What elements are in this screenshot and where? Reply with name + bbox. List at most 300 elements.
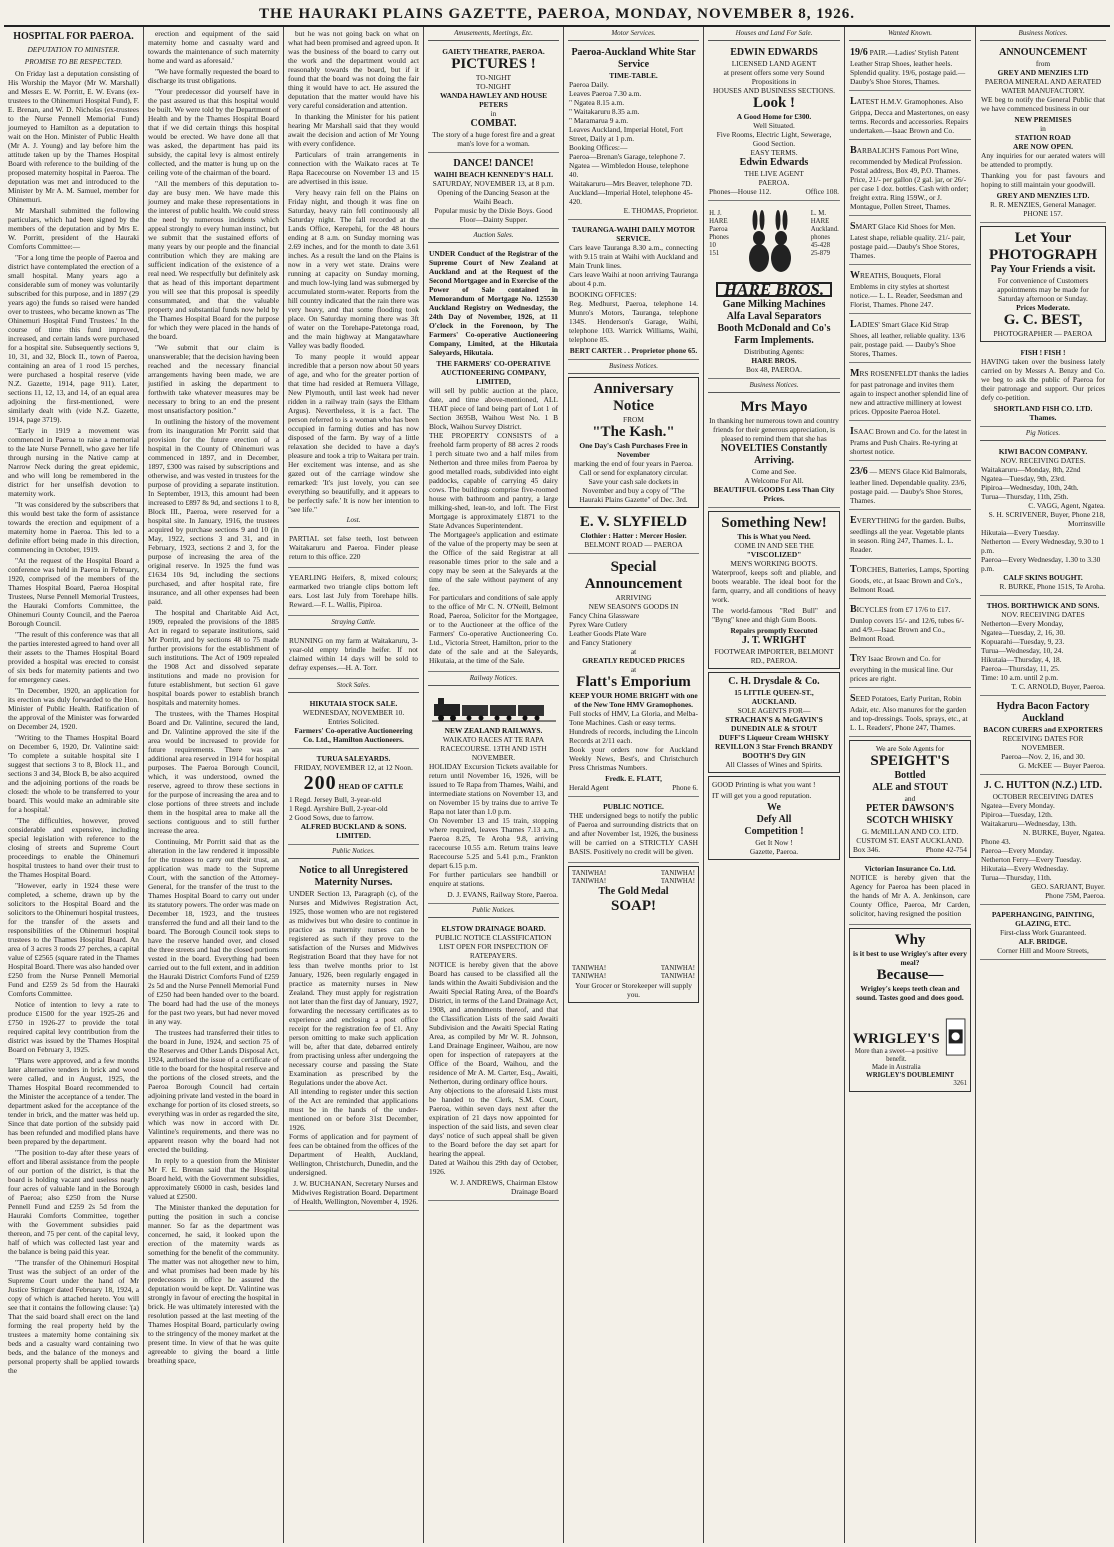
- ad-product: ALE and STOUT: [872, 782, 948, 793]
- paragraph: "The difficulties, however, proved considerable and expensive, including special legislation with reference to the closing of streets and Supreme Court proceedings to enable the Ohinemuri hospital trustees to hand over their trust to the Thames Hospital Board.: [8, 816, 139, 879]
- paragraph: The Minister thanked the deputation for putting the position in such a concise manner. So far as the department was concerned, he said, it looked upon the erection of the maternity wards as something for the benefit of the community. The matter was not altogether new to him, and what promises had been made by his predecessors in office he assured the deputation would be kept. Dr. Valintine was strongly in favour of erecting the hospital in brick. He was ultimately interested with the resolution passed at the last meeting of the Thames Hospital Board, particularly owing to the stringency of the money market at the present time. In view of that he was quite agreeable to giving the board a little breathing space,: [148, 1203, 279, 1365]
- ad-drysdale: [708, 672, 840, 773]
- ad-cash-basis: [568, 799, 699, 863]
- ad-contact: L. M. HARE Auckland. phones 45-428 25-879: [810, 210, 839, 257]
- ad-subtitle: PUBLIC NOTICE CLASSIFICATION LIST OPEN FOR INSPECTION OF RATEPAYERS.: [435, 933, 552, 960]
- ad-phone: Phones—House 112.: [709, 187, 772, 196]
- section-heading-stock: Stock Sales.: [288, 681, 419, 693]
- ad-text: Paeroa—Nov. 2, 16, and 30.: [1001, 752, 1085, 761]
- section-heading-business: Business Notices.: [568, 362, 699, 374]
- ad-headline: Let Your: [1014, 230, 1072, 246]
- ad-gaiety-theatre: [428, 44, 559, 153]
- classified-item: [849, 365, 971, 421]
- ad-text: Save your cash sale dockets in November and buy a copy of "The Hauraki Plains Gazette" of Dec. 3rd.: [579, 477, 688, 504]
- ad-lost-heifers: [288, 570, 419, 616]
- paragraph: "Your predecessor did yourself have in the past assured us that this hospital would be built. We were told by the Department of Health and by the Thames Hospital Board that if we did certain things this hospital would be erected. We have done all that was asked, the department has paid its subsidy, the capital levy is almost entirely collected, and the matter is hung up on the ceiling vote of the chairman of the board.: [148, 87, 279, 177]
- classified-lead: L: [850, 96, 857, 107]
- ad-headline: DANCE! DANCE!: [453, 158, 534, 169]
- ad-headline: Special Announcement: [584, 559, 683, 592]
- ad-text: In thanking her numerous town and country friends for their generous appreciation, is pleased to remind them that she has: [709, 416, 839, 443]
- ad-text: Opening of the Dancing Season at the Waihi Beach.: [437, 188, 550, 206]
- hare-icon: [739, 210, 801, 276]
- section-heading-wanted: Wanted Known.: [849, 29, 971, 41]
- ad-hutton: [980, 777, 1106, 905]
- column-7: [845, 27, 976, 1543]
- ad-product: BOOTH'S Dry GIN: [742, 751, 806, 760]
- ad-paperhanging: [980, 907, 1106, 960]
- ad-text: NOTICE is hereby given that the Agency for Paeroa has been placed in the hands of Mr A. A. Jenkinson, care County Office, Paeroa, Mr Carden, solicitor, having resigned the position: [850, 873, 970, 918]
- ad-title: TURUA SALEYARDS.: [316, 754, 391, 763]
- ad-box: Box 346.: [853, 845, 881, 854]
- paragraph: In outlining the history of the movement from its inauguration Mr Porritt said that provision for the future erection of a hospital in the County of Ohinemuri was commenced in 1897, and in December, 1897, £300 was raised by subscriptions and otherwise, and was vested in trustees for the purpose of providing a separate institution. In September, 1913, this amount had been increased to £897 8s 9d, and sections 1 to 8, Block III., Paeroa, were reserved for a hospital site. In January, 1916, the trustees acquired by purchase sections 9 and 10 (in May, 1922, sections 3 and 31, and in February, 1923, sections 2 and 3, for the purpose of increasing the area of the original reserve. In 1925 the fund was £1634 10s 9d, including the sections purchased, and after hospital rate, fire insurance, and all other expenses had been paid.: [148, 417, 279, 606]
- ad-text: First-class Work Guaranteed.: [999, 928, 1087, 937]
- paragraph: "At the request of the Hospital Board a conference was held in Paeroa in February, 1920, comprised of the members of the Thames Hospital Board, Paeroa Hospital Trustees, Nurse Pennell Memorial Trustees, the Hauraki Comforts Committee, the Ohinemuri County Council, and the Paeroa Borough Council.: [8, 556, 139, 628]
- section-heading-lost: Lost.: [288, 516, 419, 528]
- ad-mrs-mayo: [708, 396, 840, 508]
- column-4: [424, 27, 564, 1543]
- ad-text: NEW SEASON'S GOODS IN: [588, 602, 679, 611]
- ad-title: ELSTOW DRAINAGE BOARD.: [441, 924, 546, 933]
- classified-item: [849, 601, 971, 648]
- classified-item: [849, 463, 971, 510]
- paragraph: erection and equipment of the said maternity home and casualty ward and towards the maintenance of such maternity home and ward as aforesaid.': [148, 29, 279, 65]
- paragraph: Mr Marshall submitted the following particulars, which had been signed by the members of the deputation and by Mrs E. W. Porritt, president of the Hauraki Comforts Committee:—: [8, 206, 139, 251]
- gum-packet-label: WRIGLEY'S DOUBLEMINT: [865, 1072, 955, 1079]
- classified-lead: 19/6: [850, 47, 868, 58]
- ad-phone: Phone 6.: [672, 783, 698, 792]
- ad-company: G. C. BEST,: [1003, 312, 1083, 328]
- classified-item: [849, 561, 971, 599]
- ad-wrigleys: [849, 928, 971, 1092]
- ad-signature: BERT CARTER . . Proprietor phone 65.: [569, 346, 698, 355]
- ad-product: Alfa Laval Separators: [726, 311, 822, 322]
- ad-date: FRIDAY, NOVEMBER 12, at 12 Noon.: [294, 763, 413, 772]
- ad-text: UNDER Conduct of the Registrar of the Supreme Court of New Zealand at Auckland and at the Request of the Second Mortgagee and in Exercise of the Power of Sale contained in Memorandum of Mortgage No. 125530 Auckland Registry on Wednesday, the 24th Day of November, 1926, at 11 O'clock in the Forenoon, by The Farmers' Co-operative Auctioneering Company, Limited, at the Hikutaia Saleyards, Hikutaia.: [429, 249, 558, 357]
- ad-offer: One Day's Cash Purchases Free in November: [579, 441, 688, 459]
- classified-text: SAAC Brown and Co. for the latest in Prams and Push Chairs. Re-tyring at shortest notice.: [850, 427, 967, 456]
- section-heading-railway: Railway Notices.: [428, 674, 559, 686]
- ad-subtitle: TIME-TABLE.: [609, 71, 658, 80]
- train-icon: [432, 695, 556, 723]
- ad-headline: The Gold Medal: [598, 886, 669, 897]
- ad-text: Prices Moderate.: [1016, 303, 1070, 312]
- ad-elstow-drainage: [428, 921, 559, 1201]
- ad-text: at present offers some very Sound Propositions in: [723, 68, 825, 86]
- ad-address: Box 48, PAEROA.: [746, 365, 802, 374]
- ad-text: Thanking you for past favours and hoping to still maintain your goodwill.: [981, 171, 1105, 189]
- classified-item: [849, 44, 971, 91]
- paragraph: To many people it would appear incredible that a person now about 50 years of age, and who for the greater portion of that time had resided at Remuera Village, New Plymouth, until last week had never ridden in a railway train (says the Eltham Argus). Nevertheless, it is a fact. The person referred to is a woman who has been occupied in farming duties and has now disposed of the farm. By way of a little relaxation she decided to have a day's pleasure and took a trip to Waitara per train. Her excitement was intense, and as she gazed out of the carriage window she remarked: 'It's just lovely, you can see everything so beautifully, and it appears to be perfectly safe.' It is now her intention to "see life.": [288, 352, 419, 514]
- ad-phone: Phone 42-754: [925, 845, 967, 854]
- ad-text: PARTIAL set false teeth, lost between Waitakaruru and Paeroa. Finder please return to this office. 220: [289, 534, 418, 561]
- ad-code: 3261: [953, 1080, 967, 1087]
- ad-text: This is What you Need.: [737, 532, 811, 541]
- ad-subtitle: RECEIVING DATES FOR NOVEMBER.: [1002, 734, 1084, 752]
- ad-contact: H. J. HARE Paeroa Phones 10 151: [709, 210, 729, 257]
- ad-title: PAPERHANGING, PAINTING, GLAZING, ETC.: [991, 910, 1095, 928]
- ad-lost-teeth: [288, 531, 419, 568]
- classified-lead: L: [850, 319, 857, 330]
- ad-text: IT will get you a good reputation.: [712, 791, 812, 800]
- ad-booking: Booking Offices:— Paeroa—Brenan's Garage, telephone 7. Ngatea — Wimbledon House, telephone 40. Waitakaruru—Mrs Beaver, telephone 7D. Auckland—Imperial Hotel, telephone 45-420.: [569, 143, 693, 206]
- hare-logo: HARE BROS.: [716, 282, 832, 297]
- ad-text: Wrigley's keeps teeth clean and sound. Tastes good and does good.: [856, 984, 964, 1002]
- ad-title: Victorian Insurance Co. Ltd.: [864, 864, 956, 873]
- gum-packet-icon: [944, 1002, 967, 1072]
- ad-headline: PHOTOGRAPH: [988, 247, 1098, 263]
- ad-text: HOLIDAY Excursion Tickets available for return until November 16, 1926, will be issued to Te Rapa from Thames, Waihi, and intermediate stations on November 13, and on November 15 by trains due to arrive Te Rapa not later than 1.0 p.m. On November 13 and 15 train, stopping where required, leaves Thames 7.13 a.m., Paeroa 8.25, Te Aroha 9.8, arriving racecourse 10.55 a.m. Return trains leave Racecourse 5.25 and 5.41 p.m., Frankton depart 6.15 p.m. For further particulars see handbill or enquire at stations.: [429, 762, 558, 888]
- ad-text: We are Sole Agents for: [875, 744, 945, 753]
- paragraph: Continuing, Mr Porritt said that as the alteration in the law rendered it impossible for the trustees to carry out their trust, an application was made to the Supreme Court, with the sanction of the Attorney-General, for the transfer of the trust to the Thames Hospital Board to carry out under its statutory powers. The order was made on December 18, 1923, and the trustees transferred the fund and all their land to the board. The Borough Council took steps to have the reserve handed over, and closed the three streets and had the closed portions vested in the board. Everything had been carried out to the full extent, and in addition the Hauraki District Comforts Fund of £259 2s 5d and the Nurse Pennell Memorial Fund of £250 had been handed over to the board. The board had had the use of the moneys for the past two years, but had never moved in any way.: [148, 837, 279, 1026]
- ad-signature: C. VAGG, Agent, Ngatea.: [1028, 501, 1105, 510]
- ad-phone: PHONE 157.: [1023, 209, 1063, 218]
- paragraph: On Friday last a deputation consisting of His Worship the Mayor (Mr W. Marshall) and Messrs E. W. Porritt, E. W. Evans (ex-trustees to the Ohinemuri Hospital Fund), F. E. Brenan, and W. D. Nicholas (ex-trustees to the Nurse Pennell Memorial Fund) journeyed to Hamilton as a deputation to wait on the Hon. Minister of Public Health (Mr A. J. Young) and lay before him the attitude taken up by the Thames Hospital Board with reference to the building of the proposed maternity hospital in Paeroa. The deputation was met and introduced to the Minister by Mr A. M. Samuel, member for Ohinemuri.: [8, 69, 139, 204]
- ad-text: Gazette, Paeroa.: [749, 847, 799, 856]
- ad-timetable: Paeroa Daily. Leaves Paeroa 7.30 a.m. " Ngatea 8.15 a.m. " Waitakaruru 8.35 a.m. " Maramarua 9 a.m. Leaves Auckland, Imperial Hotel, Fort Street, Daily at 1 p.m.: [569, 80, 684, 143]
- ad-shop-name: Flatt's Emporium: [576, 674, 691, 690]
- ad-address: BELMONT ROAD — PAEROA: [584, 540, 683, 549]
- ad-text: in: [490, 109, 497, 118]
- ad-auctioneer: ALFRED BUCKLAND & SONS. LIMITED.: [300, 822, 407, 840]
- ad-text: BACON CURERS and EXPORTERS: [983, 725, 1103, 734]
- ad-text: WE beg to notify the General Public that we have commenced business in our: [981, 95, 1105, 113]
- classified-text: RY Isaac Brown and Co. for everything in the musical line. Our prices are right.: [850, 654, 954, 683]
- ad-text: TANIWHA! TANIWHA!: [572, 965, 607, 980]
- ad-hikutaia-stock: [288, 696, 419, 749]
- ad-title: GAIETY THEATRE, PAEROA.: [442, 47, 545, 56]
- ad-phone: Office 108.: [805, 187, 839, 196]
- ad-text: PAEROA MINERAL AND AERATED WATER MANUFACTORY.: [984, 77, 1102, 95]
- ad-headline: ANNOUNCEMENT: [999, 47, 1087, 58]
- ad-text: MEN'S WORKING BOOTS.: [730, 559, 818, 568]
- ad-text: BEAUTIFUL GOODS Less Than City Prices.: [713, 485, 835, 503]
- column-8: [976, 27, 1110, 1543]
- ad-company: KIWI BACON COMPANY.: [998, 447, 1088, 456]
- ad-title: Paeroa-Auckland White Star Service: [571, 47, 696, 70]
- masthead: THE HAURAKI PLAINS GAZETTE, PAEROA, MONDAY, NOVEMBER 8, 1926.: [4, 4, 1110, 27]
- ad-victorian-insurance: [849, 861, 971, 925]
- ad-list: Ngatea—Every Monday. Pipiroa—Tuesday, 12th. Waitakaruru—Wednesday, 13th.: [981, 801, 1077, 828]
- paragraph: "Early in 1919 a movement was commenced in Paeroa to raise a memorial to the late Nurse Pennell, who gave her life through nursing in the Native camp at Narrow Neck during the great epidemic, and who will long be remembered in the district for her unselfish devotion to maternity work.: [8, 426, 139, 498]
- ad-list: 1 Regd. Jersey Bull, 3-year-old 1 Regd. Ayrshire Bull, 2-year-old 2 Good Sows, due to farrow.: [289, 795, 388, 822]
- ad-text: Farmers' Co-operative Auctioneering Co. Ltd., Hamilton Auctioneers.: [294, 726, 413, 744]
- classified-item: [849, 218, 971, 265]
- ad-headline: Something New!: [721, 515, 827, 531]
- classified-item: [849, 142, 971, 216]
- ad-company: Hydra Bacon Factory Auckland: [996, 701, 1090, 724]
- ad-text: We: [767, 802, 781, 813]
- ad-text: NOTICE is hereby given that the above Board has caused to be classified all the lands within the Awaiti Subdivision and the Awaiti Special Rating Area, of the Board's District, in terms of the Land Drainage Act, 1908, and amendments thereof, and that the Classification Lists of the said Awaiti Subdivision and the Awaiti Special Rating Area, as compiled by Mr W. R. Johnson, Land Drainage Engineer, Waihou, are now open for inspection of ratepayers at the Office of the Board, Waihou, and the residence of Mr A. M. Carter, Esq., Awaiti, Netherton, during ordinary office hours. Any objections to the aforesaid Lists must be handed to the Clerk, S.M. Court, Paeroa, within seven days next after the expiration of 21 days now appointed for inspection of the said lists, and seven clear days' notice of such appeal shall be given to the Board before the day set apart for hearing the appeal. Dated at Waihou this 29th day of October, 1926.: [429, 960, 558, 1176]
- classified-item: [849, 423, 971, 461]
- ad-title: Edwin Edwards: [739, 157, 809, 168]
- ad-address: FOOTWEAR IMPORTER, BELMONT RD., PAEROA.: [714, 647, 834, 665]
- column-6: [704, 27, 845, 1543]
- ad-product: Booth McDonald and Co's Farm Implements.: [717, 323, 831, 346]
- paragraph: The hospital and Charitable Aid Act, 1909, repealed the provisions of the 1885 Act in regard to separate institutions, said Mr Porritt, and by sections 48 to 75 made further provisions for the establishment of such institutions. The Act of 1909 repealed the 1908 Act and dissolved separate institutions and made no provision for future establishment, but section 61 gave hospital boards power to establish branch hospitals and maternity homes.: [148, 608, 279, 707]
- ad-company: THOS. BORTHWICK AND SONS.: [986, 601, 1100, 610]
- ad-borthwick: [980, 598, 1106, 696]
- ad-phone: Phone 43.: [981, 837, 1011, 846]
- ad-text: COME IN AND SEE THE: [734, 541, 814, 550]
- ad-text: and: [904, 794, 916, 803]
- ad-date: WEDNESDAY, NOVEMBER 10.: [302, 708, 405, 717]
- ad-railways: [428, 689, 559, 904]
- ad-text: THE LIVE AGENT: [744, 169, 804, 178]
- classified-lead: S: [850, 221, 856, 232]
- paragraph: but he was not going back on what on what had been promised and agreed upon. It was the business of the board to carry out the work and the department would act reasonably towards the board, but if it found that the board was not doing the fair thing it would have to act. He assured the deputation that the matter would have his very careful consideration and attention.: [288, 29, 419, 110]
- ad-signature: R. R. MENZIES, General Manager.: [990, 200, 1096, 209]
- ad-text: will sell by public auction at the place, date, and time above-mentioned, ALL THAT piece of land being part of Lot 1 of Section 3695B, Waihou West No. 1 B Block, Waihou Survey District. THE PROPERTY CONSISTS of a freehold farm property of 88 acres 2 roods 1 perch situate two and a half miles from Netherton and three miles from Paeroa by good metalled roads, subdivided into eight paddocks, capable of carrying 45 dairy cows. The buildings comprise five-roomed house with bathroom and pantry, a large milking-shed, lean-to, and loft. The First Mortgage is approximately £1871 to the State Advances Superintendent. The Mortgagee's application and estimate of the value of the property may be seen at the Office of the said Registrar at all reasonable times prior to the sale and a copy may be seen at the Saleyards at the time of the sale without payment of any fee. For particulars and conditions of sale apply to the office of Mr C. N. O'Neill, Belmont Road, Paeroa, Solicitor for the Mortgagee, or to the Auctioneer at the office of the Farmers' Co-operative Auctioneering Co. Ltd., Victoria Street, Hamilton, prior to the date of the sale and at the Saleyards, Hikutaia, at the time of the Sale.: [429, 386, 558, 665]
- ad-signature: S. H. SCRIVENER, Buyer, Phone 218, Morrinsville: [988, 510, 1105, 528]
- section-heading-straying: Straying Cattle.: [288, 618, 419, 630]
- ad-jt-wright: [708, 511, 840, 669]
- ad-text: GREATLY REDUCED PRICES: [582, 656, 685, 665]
- column-1: [4, 27, 144, 1543]
- ad-text: Waterproof, keeps soft and pliable, and boots wearable. The ideal boot for the farm, quarry, and all conditions of heavy work.: [712, 568, 836, 604]
- ad-address: CUSTOM ST. EAST AUCKLAND.: [856, 836, 964, 845]
- ad-text: The story of a huge forest fire and a great man's love for a woman.: [432, 130, 555, 148]
- ad-text: STATION ROAD: [1015, 133, 1071, 142]
- paragraph: "However, early in 1924 these were completed, a scheme, drawn up by the solicitors to the Hospital Board and the solicitors to the Ohinemuri hospital trustees, for the transfer of the assets and responsibilities of the Ohinemuri hospital trustees to the Thames Hospital Board. An area of 3 acres 3 roods 27 perches, a capital value of £2565 (square rated in the Thames Hospital Board. There was also handed over £250 from the Nurse Pennell Memorial Fund and £259 2s 5d from the Hauraki Comforts Committee.: [8, 881, 140, 998]
- ad-signature: ALF. BRIDGE.: [1018, 937, 1068, 946]
- ad-slyfield: [568, 511, 699, 554]
- ad-text: Popular music by the Dixie Boys. Good Floor—Dainty Supper.: [434, 206, 553, 224]
- classified-text: ADIES' Smart Glace Kid Strap Shoes, all leather, reliable quality. 13/6 pair, postage paid. — Dauby's Shoe Stores, Thames.: [850, 320, 965, 358]
- ad-grey-menzies: [980, 44, 1106, 223]
- ad-company: G. McMILLAN AND CO. LTD.: [861, 827, 959, 836]
- ad-venue: WAIHI BEACH KENNEDY'S HALL: [433, 170, 554, 179]
- ad-headline: PICTURES !: [451, 56, 536, 72]
- ad-text: TO-NIGHT TO-NIGHT: [475, 73, 512, 91]
- classified-lead: I: [850, 426, 854, 437]
- ad-list: Netherton—Every Monday, Ngatea—Tuesday, 2, 16, 30. Kopuarahi—Tuesday, 9, 23. Turua—Wednesday, 10, 24. Hikutaia—Thursday, 4, 18. Paeroa—Thursday, 11, 25. Time: 10 a.m. until 2 p.m.: [981, 619, 1066, 682]
- paragraph: "Plans were approved, and a few months later alternative tenders in brick and wood were called, and in August, 1925, the Thames Hospital Board recommended to the Minister the acceptance of a tender. The department asked for the acceptance of the tender in brick, and the matter was held up. Since that date portion of the subsidy paid has been refunded and modified plans have been prepared by the department.: [8, 1056, 139, 1146]
- ad-title: TAURANGA-WAIHI DAILY MOTOR SERVICE.: [571, 225, 696, 243]
- paragraph: "The position to-day after these years of effort and liberal assistance from the people of our portion of the district, is that the board is holding vacant and useless nearly four acres of valuable land in the Borough of Paeroa; also £250 from the Nurse Pennell Fund and £259 2s 5d from the Hauraki Comforts Committee, together with the Government subsidies paid thereon, and 75 per cent. of the capital levy, half of which was collected last year and the balance is being paid this year.: [8, 1148, 139, 1256]
- classified-lead: S: [850, 693, 856, 704]
- column-5: [564, 27, 704, 1543]
- paragraph: "All the members of this deputation to-day are busy men. We have made this journey and make these representations in the interest of public health. We could stress the need by numerous incidents which appeal strongly to every human instinct, but we submit that the sustained efforts of many years by our people and the financial contribution which they are making are sufficient indication of the existence of a real need. We respectfully but definitely ask that as head of this important department you will see that this proposal is speedily consummated, and that the valuable property and substantial funds now held by the Thames Hospital Board for the purpose for which they were placed in the hands of the board.: [148, 179, 279, 341]
- ad-product: SOAP!: [611, 898, 656, 914]
- ad-the-kash: [568, 377, 699, 508]
- ad-gold-medal-soap: [568, 866, 699, 1003]
- classified-text: PAIR.—Ladies' Stylish Patent Leather Strap Shoes, leather heels. Splendid quality. 19/6, postage paid.—Dauby's Shoe Stores, Thames.: [850, 48, 966, 86]
- section-heading-amusements: Amusements, Meetings, Etc.: [428, 29, 559, 41]
- paragraph: "We have formally requested the board to discharge its trust obligations.: [148, 67, 279, 85]
- ad-company: GREY AND MENZIES LTD: [997, 68, 1089, 77]
- paragraph: "In December, 1920, an application for its erection was duly forwarded to the Hon. Minister of Public Health. Ratification of the approval of the Minister was forwarded on December 24, 1920.: [8, 686, 139, 731]
- ad-straying: [288, 633, 419, 679]
- ad-stars: WANDA HAWLEY AND HOUSE PETERS: [439, 91, 548, 109]
- ad-text: Full stocks of HMV, La Gloria, and Melba-Tone Machines. Cash or easy terms. Hundreds of records, including the Lincoln Records at 2/11 each. Book your orders now for Auckland Weekly News, Best's, and Christchurch Press Christmas Numbers.: [569, 709, 698, 772]
- ad-subtitle: NOV. RECEIVING DATES.: [1000, 456, 1086, 465]
- paragraph: "Writing to the Thames Hospital Board on December 6, 1920, Dr. Valintine said: 'To complete a suitable hospital site I suggest that sections 3 to 8, Block 11., and sections 3 and 34, Block B, be also acquired and the adjoining portions of the roads be closed: the whole to be transferred to your board. This would make an admirable site for a hospital.': [8, 733, 139, 814]
- classified-text: EED Potatoes, Early Puritan, Robin Adair, etc. Also manures for the garden and top-dressings. Tools, sprays, etc., at L. L. Readers', Phone 247, Thames.: [850, 694, 968, 732]
- ad-text: Entries Solicited.: [328, 717, 379, 726]
- ad-text: SOLE AGENTS FOR—: [737, 706, 811, 715]
- ad-text: UNDER Section 13, Paragraph (c), of the Nurses and Midwives Registration Act, 1925, those women who are not registered as midwives but who desire to continue in practice as maternity nurses can be registered as such if they prove to the satisfaction of the Nurses and Midwives Registration Board that they have for not less than twelve months prior to 1st January, 1926, been regularly engaged in practice as maternity nurses in New Zealand. They must apply for registration not later than the first day of January, 1927, forwarding the necessary certificates as to experience and enclosing a post office receipt for the registration fee of £1. Any person omitting to make such application will be, after that date, debarred entirely from practising unless after undergoing the necessary course and passing the State Examination as prescribed by the Regulations under the above Act. All intending to register under this section of the Act are reminded that applications must be in the hands of the under-mentioned on or before 31st December, 1926. Forms of application and for payment of fees can be obtained from the offices of the Department of Health, Auckland, Wellington, Christchurch, Dunedin, and the undersigned.: [289, 889, 418, 1177]
- ad-hydra-bacon: [980, 698, 1106, 775]
- section-heading-auction: Auction Sales.: [428, 231, 559, 243]
- ad-text: All Classes of Wines and Spirits.: [725, 760, 823, 769]
- column-2: [144, 27, 284, 1543]
- ad-photograph: [980, 226, 1106, 342]
- ad-text: NEW PREMISES: [1014, 115, 1072, 124]
- ad-text: RUNNING on my farm at Waitakaruru, 3-year-old empty brindle heifer. If not claimed within 14 days will be sold to defray expenses.—H. A. Torr.: [289, 636, 418, 672]
- ad-text: in: [1040, 124, 1046, 133]
- ad-mortgagee-sale: [428, 246, 559, 672]
- ad-product: SPEIGHT'S: [870, 753, 950, 769]
- ad-product: STRACHAN'S & McGAVIN'S DUNEDIN ALE & STOUT: [725, 715, 823, 733]
- article-subtitle-2: PROMISE TO BE RESPECTED.: [24, 57, 123, 66]
- ad-product: REVILLON 3 Star French BRANDY: [715, 742, 833, 751]
- ad-company: HARE BROS.: [751, 356, 797, 365]
- classified-lead: M: [850, 368, 860, 379]
- classified-text: VERYTHING for the garden. Bulbs, seedlings all the year. Vegetable plants in season. Ring 247, Thames. L. L. Reader.: [850, 516, 966, 554]
- classified-text: ORCHES, Batteries, Lamps, Sporting Goods, etc., at Isaac Brown and Co's., Belmont Road.: [850, 565, 969, 594]
- ad-text: TANIWHA! TANIWHA!: [572, 870, 607, 885]
- classified-text: ICYCLES from £7 17/6 to £17. Dunlop covers 15/- and 12/6, tubes 6/- and 4/9.—Isaac Brown and Co., Belmont Road.: [850, 605, 964, 643]
- ad-signature: N. BURKE, Buyer, Ngatea.: [1022, 828, 1105, 837]
- ad-text: Come and See. A Welcome For All.: [744, 467, 804, 485]
- columns: [4, 27, 1110, 1543]
- ad-text: LICENSED LAND AGENT: [731, 59, 817, 68]
- ad-title: EDWIN EDWARDS: [730, 47, 818, 58]
- classified-item: [849, 690, 971, 737]
- ad-text: HEAD OF CATTLE: [338, 782, 404, 791]
- ad-dance: [428, 155, 559, 229]
- ad-signature: R. BURKE, Phone 151S, Te Aroha.: [999, 582, 1105, 591]
- ad-text: ARRIVING: [615, 593, 652, 602]
- ad-text: Pay Your Friends a visit.: [990, 264, 1096, 275]
- paragraph: "We submit that our claim is unanswerable; that the decision having been reached and the necessary financial arrangements having been made, we are justified in asking the department to forthwith take whatever measures may be necessary to bring to an end the present most unsatisfactory position.": [148, 343, 279, 415]
- ad-signature: GEO. SARJANT, Buyer.: [1031, 882, 1105, 891]
- ad-white-star: [568, 44, 699, 220]
- ad-company: J. C. HUTTON (N.Z.) LTD.: [983, 780, 1103, 791]
- ad-text: Any inquiries for our aerated waters will be attended to promptly.: [981, 151, 1105, 169]
- ad-maternity-nurses: [288, 862, 419, 1211]
- classified-lead: T: [850, 653, 857, 664]
- paragraph: Notice of intention to levy a rate to produce £1500 for the year 1925-26 and £750 in 1926-27 to provide the total required capital levy contribution from the district was issued by the Thames Hospital Board on February 3, 1925.: [8, 1000, 139, 1054]
- ad-text: TANIWHA! TANIWHA!: [660, 965, 695, 980]
- section-heading-public: Public Notices.: [428, 906, 559, 918]
- classified-item: [849, 512, 971, 559]
- classified-item: [849, 316, 971, 363]
- classified-lead: E: [850, 515, 857, 526]
- ad-flatts-emporium: [568, 556, 699, 797]
- ad-hare-bros: [708, 203, 840, 379]
- section-heading-motor: Motor Services.: [568, 29, 699, 41]
- ad-product: "VISCOLIZED": [746, 550, 802, 559]
- ad-text: FROM: [623, 415, 644, 424]
- ad-title: Notice to all Unregistered Maternity Nurses.: [299, 865, 408, 888]
- ad-subtitle: WAIKATO RACES AT TE RAPA RACECOURSE. 13TH AND 15TH NOVEMBER.: [440, 735, 547, 762]
- ad-text: ARE NOW OPEN.: [1012, 142, 1074, 151]
- section-heading-business: Business Notices.: [980, 29, 1106, 41]
- ad-gazette-printing: [708, 776, 840, 860]
- ad-product: PETER DAWSON'S: [865, 803, 955, 814]
- ad-text: Defy All: [756, 814, 792, 825]
- ad-address: Corner Hill and Moore Streets,: [997, 946, 1089, 955]
- classified-text: — MEN'S Glace Kid Balmorals, leather lined. Dependable quality. 23/6, postage paid. — Dauby's Shoe Stores, Thames.: [850, 467, 967, 505]
- paragraph: Very heavy rain fell on the Plains on Friday night, and though it was fine on Saturday, heavy rain fell continuously all Saturday night. The fall recorded at the Lands Office, Kerepehi, for the 48 hours ending at 8 a.m. on Sunday morning was 2.69 inches, and for the month to date 3.61 inches. As a result the land on the Plains is now in a very wet state. Drains were running at capacity on Sunday morning, and much low-lying land was submerged by accumulated storm-water. Reports from the hill country indicated that the rain there was very heavy, and that some flooding took place. On Saturday morning there was 3ft of water on the Torehape-Patetonga road, and the main highway at Mangatawhare Valley was badly flooded.: [288, 188, 419, 350]
- ad-headline: FISH ! FISH !: [1020, 348, 1066, 357]
- paragraph: "The result of this conference was that all the parties interested agreed to hand over all their assets to the Thames Hospital Board provided a hospital was erected to consist of six beds for maternity patients and two for emergency cases.: [8, 630, 139, 684]
- ad-count: 200: [303, 772, 337, 794]
- ad-subtitle: OCTOBER RECEIVING DATES: [992, 792, 1094, 801]
- ad-list: Paeroa—Every Monday. Netherton Ferry—Every Tuesday. Hikutaia—Every Wednesday. Turua—Thursday, 11th.: [981, 846, 1082, 882]
- ad-text: CALF SKINS BOUGHT.: [1003, 573, 1083, 582]
- ad-product: DUFF'S Liqueur Cream WHISKY: [719, 733, 829, 742]
- ad-shop-name: E. V. SLYFIELD: [579, 514, 688, 530]
- ad-company: THE FARMERS' CO-OPERATIVE AUCTIONEERING COMPANY, LIMITED,: [436, 359, 551, 386]
- ad-phone: Phone 75M, Paeroa.: [1045, 891, 1105, 900]
- paragraph: In reply to a question from the Minister Mr F. E. Brenan said that the Hospital Board held, with the Government subsidies, approximately £6000 in cash, besides land valued at £2500.: [148, 1156, 279, 1201]
- ad-shop-name: "The Kash.": [592, 424, 675, 440]
- classified-text: ATEST H.M.V. Gramophones. Also Grippa, Decca and Mastertones, on easy terms. Records and accessories. Repairs undertaken.—Isaac Brown and Co.: [850, 97, 970, 135]
- ad-turua-saleyards: [288, 751, 419, 845]
- ad-title: NEW ZEALAND RAILWAYS.: [444, 726, 543, 735]
- ad-text: Repairs promptly Executed: [730, 626, 818, 635]
- classified-lead: B: [850, 145, 857, 156]
- ad-text: For convenience of Customers appointments may be made for Saturday afternoon or Sunday.: [997, 276, 1089, 303]
- section-heading-houses: Houses and Land For Sale.: [708, 29, 840, 41]
- wrigleys-logo: WRIGLEY'S: [853, 1031, 940, 1047]
- ad-text: marking the end of four years in Paeroa.: [573, 459, 694, 468]
- ad-text: Your Grocer or Storekeeper will supply you.: [575, 981, 692, 999]
- ad-title: HIKUTAIA STOCK SALE.: [309, 699, 398, 708]
- ad-text: Made in Australia: [872, 1064, 921, 1071]
- ad-title: Mrs Mayo: [740, 399, 808, 415]
- ad-text: More than a sweet—a positive benefit.: [854, 1048, 938, 1063]
- ad-text: THE undersigned begs to notify the public of Paeroa and surrounding districts that on and after November 1st, 1926, the business will be carried on a STRICTLY CASH BASIS. Positively no credit will be given.: [569, 811, 698, 856]
- ad-text: EASY TERMS.: [750, 148, 798, 157]
- ad-text: at: [630, 647, 637, 656]
- paragraph: "It was considered by the subscribers that this would best take the form of assistance towards the erection and equipment of a maternity home in Paeroa. This led to a definite effort being made in this direction, commencing in October, 1919.: [8, 500, 139, 554]
- ad-trade: Clothier : Hatter : Mercer Hosier.: [580, 531, 687, 540]
- ad-list: Fancy China Glassware Pyrex Ware Cutlery Leather Goods Plate Ware and Fancy Stationery: [569, 611, 647, 647]
- ad-product: Gane Milking Machines: [722, 299, 826, 310]
- ad-address: PHOTOGRAPHER — PAEROA: [993, 329, 1093, 338]
- paragraph: The trustees, with the Thames Hospital Board and Dr. Valintine, secured the land, and Dr. Valintine approved the site if the area would be increased to provide for future requirements. There was an additional area reserved in 1914 for hospital purposes. The Paeroa Borough Council, which, it was understood, owned the reserve, agreed to throw these sections in for the purpose of increasing the area and to close portions of three streets and include them in the hospital area to make all the sections contiguous and to still further increase the area.: [148, 709, 279, 835]
- classified-item: [849, 650, 971, 688]
- ad-text: PAEROA.: [758, 178, 790, 187]
- ad-title: PUBLIC NOTICE.: [603, 802, 664, 811]
- ad-company: J. T. WRIGHT: [742, 635, 806, 646]
- ad-speights: [849, 740, 971, 858]
- ad-signature: D. J. EVANS, Railway Store, Paeroa.: [447, 890, 558, 899]
- section-heading-public: Public Notices.: [288, 847, 419, 859]
- ad-address: 15 LITTLE QUEEN-ST., AUCKLAND.: [734, 688, 814, 706]
- ad-subtitle: NOV. RECEIVING DATES: [1001, 610, 1085, 619]
- article-subtitle: DEPUTATION TO MINISTER.: [27, 45, 120, 54]
- classified-lead: B: [850, 604, 857, 615]
- ad-company: GREY AND MENZIES LTD.: [996, 191, 1090, 200]
- ad-signature: T. C. ARNOLD, Buyer, Paeroa.: [1011, 682, 1105, 691]
- ad-text: BOOKING OFFICES: Reg. Medhurst, Paeroa, telephone 14. Munro's Motors, Tauranga, telephone 134S. Henderson's Garage, Waihi, telephone 103. Warrick Williams, Waihi, telephone 85.: [569, 290, 698, 344]
- paragraph: "For a long time the people of Paeroa and district have contemplated the erection of a small hospital. Many years ago a considerable sum of money was voluntarily subscribed for this purpose, and in 1897 (29 years ago) the funds so raised were handed over to trustees, who became known as 'The Ohinemuri Hospital Fund Trustees.' In the course of time this fund improved, increased, and certain lands were purchased for a hospital site. Subsequently sections 9, 10, 31, and 32, Block II., town of Paeroa, containing an area of 1 rood 15 perches, were purchased a hospital reserve (vide N.Z. Gazette, 1914, page 911). Later, sections 11, 12, 13, and 14, of an equal area adjoining the first-mentioned, were similarly dealt with (vide N.Z. Gazette, 1914, page 3719).: [8, 253, 139, 424]
- ad-text: KEEP YOUR HOME BRIGHT with one of the New Tone HMV Gramophones.: [569, 691, 698, 709]
- ad-product: SCOTCH WHISKY: [866, 815, 954, 826]
- classified-text: REATHS, Bouquets, Floral Emblems in city styles at shortest notice.— L. L. Reader, Seedsman and Florist, Thames. Phone 247.: [850, 271, 963, 309]
- ad-text: Call or send for explanatory circular.: [579, 468, 688, 477]
- ad-text: Competition !: [744, 826, 804, 837]
- ad-headline: Anniversary Notice: [593, 381, 674, 414]
- ad-signature: E. THOMAS, Proprietor.: [623, 206, 698, 215]
- ad-text: YEARLING Heifers, 8, mixed colours; earmarked two triangle clips bottom left ears. Lost last July from Torehape hills. Reward.—F. L. Wallis, Pipiroa.: [289, 573, 418, 609]
- paragraph: Particulars of train arrangements in connection with the Waikato races at Te Rapa Racecourse on November 13 and 15 are advertised in this issue.: [288, 150, 419, 186]
- ad-company: C. H. Drysdale & Co.: [728, 676, 820, 687]
